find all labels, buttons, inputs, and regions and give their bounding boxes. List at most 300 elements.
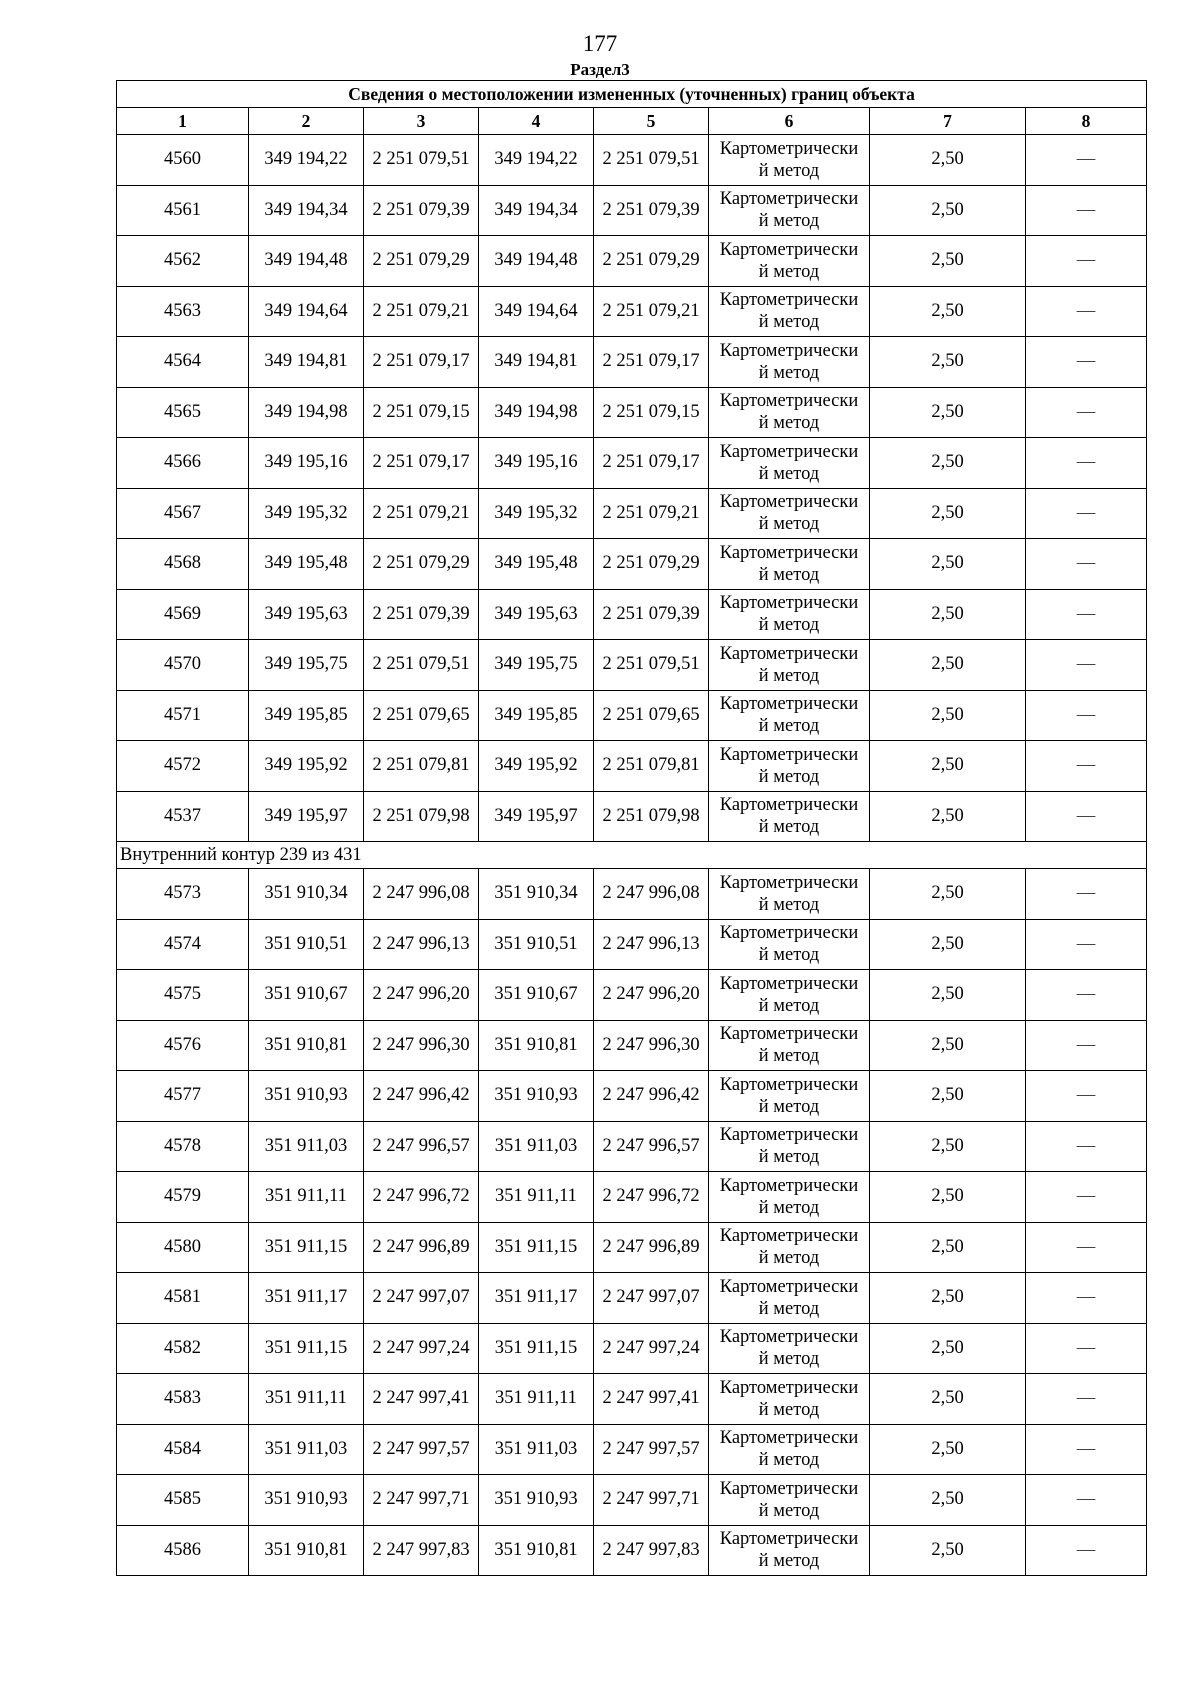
method-cell [709, 488, 870, 539]
y-old-cell: 2 247 996,30 [364, 1020, 479, 1071]
method-text-line1: Картометрически [719, 1529, 859, 1550]
table-row [117, 1374, 1147, 1425]
x-new-cell: 349 194,64 [479, 286, 594, 337]
method-text-line2: й метод [758, 1399, 820, 1420]
description-cell: — [1026, 135, 1147, 186]
method-text-line2: й метод [758, 945, 820, 966]
method-text-line2: й метод [758, 211, 820, 232]
y-old-cell: 2 251 079,29 [364, 236, 479, 287]
method-cell [709, 387, 870, 438]
description-cell: — [1026, 690, 1147, 741]
x-old-cell: 351 910,93 [249, 1071, 364, 1122]
point-number-cell: 4575 [117, 970, 249, 1021]
description-cell: — [1026, 1121, 1147, 1172]
x-old-cell: 351 910,81 [249, 1525, 364, 1576]
method-text-line2: й метод [758, 312, 820, 333]
y-old-cell: 2 251 079,17 [364, 438, 479, 489]
method-text-line1: Картометрически [719, 1276, 859, 1297]
boundary-coordinates-table [116, 80, 1147, 1576]
method-text-line2: й метод [758, 1500, 820, 1521]
description-cell: — [1026, 539, 1147, 590]
y-old-cell: 2 251 079,21 [364, 286, 479, 337]
method-text-line1: Картометрически [719, 643, 859, 664]
point-number-cell: 4572 [117, 741, 249, 792]
point-number-cell: 4586 [117, 1525, 249, 1576]
x-old-cell: 349 195,48 [249, 539, 364, 590]
x-old-cell: 349 194,64 [249, 286, 364, 337]
table-row [117, 539, 1147, 590]
method-cell [709, 286, 870, 337]
x-new-cell: 351 910,67 [479, 970, 594, 1021]
method-text-line2: й метод [758, 1096, 820, 1117]
x-old-cell: 349 195,32 [249, 488, 364, 539]
method-cell [709, 185, 870, 236]
method-text-line2: й метод [758, 564, 820, 585]
point-number-cell: 4564 [117, 337, 249, 388]
method-text-line1: Картометрически [719, 694, 859, 715]
method-text-line2: й метод [758, 716, 820, 737]
y-new-cell: 2 251 079,39 [594, 185, 709, 236]
description-cell: — [1026, 488, 1147, 539]
method-cell [709, 640, 870, 691]
x-old-cell: 351 911,03 [249, 1121, 364, 1172]
y-old-cell: 2 251 079,39 [364, 589, 479, 640]
y-new-cell: 2 247 996,42 [594, 1071, 709, 1122]
point-number-cell: 4566 [117, 438, 249, 489]
x-old-cell: 351 911,03 [249, 1424, 364, 1475]
x-new-cell: 351 910,51 [479, 919, 594, 970]
description-cell: — [1026, 589, 1147, 640]
method-text-line1: Картометрически [719, 340, 859, 361]
precision-cell: 2,50 [870, 1071, 1026, 1122]
precision-cell: 2,50 [870, 640, 1026, 691]
x-old-cell: 351 910,51 [249, 919, 364, 970]
column-header: 2 [249, 108, 364, 135]
method-cell [709, 1020, 870, 1071]
x-new-cell: 351 910,81 [479, 1020, 594, 1071]
point-number-cell: 4570 [117, 640, 249, 691]
point-number-cell: 4565 [117, 387, 249, 438]
table-body-block-1 [117, 135, 1147, 842]
point-number-cell: 4571 [117, 690, 249, 741]
method-text-line1: Картометрически [719, 1327, 859, 1348]
precision-cell: 2,50 [870, 1424, 1026, 1475]
method-cell [709, 919, 870, 970]
y-old-cell: 2 251 079,51 [364, 640, 479, 691]
x-new-cell: 351 910,81 [479, 1525, 594, 1576]
contour-label: Внутренний контур 239 из 431 [117, 842, 1147, 869]
method-text-line2: й метод [758, 514, 820, 535]
y-new-cell: 2 251 079,29 [594, 236, 709, 287]
table-row [117, 438, 1147, 489]
x-new-cell: 351 910,93 [479, 1475, 594, 1526]
table-row [117, 640, 1147, 691]
y-old-cell: 2 247 997,83 [364, 1525, 479, 1576]
point-number-cell: 4583 [117, 1374, 249, 1425]
y-new-cell: 2 251 079,51 [594, 135, 709, 186]
precision-cell: 2,50 [870, 970, 1026, 1021]
x-old-cell: 351 911,15 [249, 1222, 364, 1273]
precision-cell: 2,50 [870, 337, 1026, 388]
description-cell: — [1026, 185, 1147, 236]
x-new-cell: 349 194,98 [479, 387, 594, 438]
x-old-cell: 351 910,67 [249, 970, 364, 1021]
table-row [117, 488, 1147, 539]
method-text-line2: й метод [758, 1298, 820, 1319]
point-number-cell: 4568 [117, 539, 249, 590]
method-text-line1: Картометрически [719, 744, 859, 765]
y-new-cell: 2 247 997,41 [594, 1374, 709, 1425]
y-old-cell: 2 247 996,13 [364, 919, 479, 970]
method-text-line1: Картометрически [719, 1175, 859, 1196]
method-cell [709, 791, 870, 842]
description-cell: — [1026, 337, 1147, 388]
x-old-cell: 349 195,75 [249, 640, 364, 691]
precision-cell: 2,50 [870, 589, 1026, 640]
x-new-cell: 351 911,03 [479, 1121, 594, 1172]
y-new-cell: 2 247 997,83 [594, 1525, 709, 1576]
precision-cell: 2,50 [870, 1273, 1026, 1324]
table-row [117, 236, 1147, 287]
point-number-cell: 4563 [117, 286, 249, 337]
method-text-line2: й метод [758, 463, 820, 484]
x-old-cell: 351 910,34 [249, 869, 364, 920]
point-number-cell: 4537 [117, 791, 249, 842]
column-header: 1 [117, 108, 249, 135]
table-row [117, 1222, 1147, 1273]
point-number-cell: 4579 [117, 1172, 249, 1223]
point-number-cell: 4577 [117, 1071, 249, 1122]
method-cell [709, 1172, 870, 1223]
y-old-cell: 2 247 996,08 [364, 869, 479, 920]
x-new-cell: 349 194,48 [479, 236, 594, 287]
description-cell: — [1026, 1273, 1147, 1324]
x-old-cell: 349 195,63 [249, 589, 364, 640]
method-cell [709, 1475, 870, 1526]
method-cell [709, 539, 870, 590]
y-old-cell: 2 251 079,17 [364, 337, 479, 388]
description-cell: — [1026, 919, 1147, 970]
y-old-cell: 2 251 079,29 [364, 539, 479, 590]
y-old-cell: 2 247 997,41 [364, 1374, 479, 1425]
method-cell [709, 869, 870, 920]
x-new-cell: 351 911,15 [479, 1222, 594, 1273]
method-cell [709, 135, 870, 186]
method-cell [709, 741, 870, 792]
x-old-cell: 351 911,17 [249, 1273, 364, 1324]
y-new-cell: 2 247 997,07 [594, 1273, 709, 1324]
x-new-cell: 349 195,85 [479, 690, 594, 741]
x-old-cell: 351 911,11 [249, 1172, 364, 1223]
method-text-line1: Картометрически [719, 593, 859, 614]
x-old-cell: 351 911,15 [249, 1323, 364, 1374]
description-cell: — [1026, 970, 1147, 1021]
description-cell: — [1026, 1374, 1147, 1425]
method-text-line2: й метод [758, 362, 820, 383]
y-new-cell: 2 251 079,17 [594, 337, 709, 388]
description-cell: — [1026, 1525, 1147, 1576]
method-text-line1: Картометрически [719, 1478, 859, 1499]
x-old-cell: 349 194,98 [249, 387, 364, 438]
section-title: Раздел3 [570, 60, 630, 79]
table-row [117, 286, 1147, 337]
y-old-cell: 2 251 079,15 [364, 387, 479, 438]
y-new-cell: 2 247 997,57 [594, 1424, 709, 1475]
y-new-cell: 2 247 996,57 [594, 1121, 709, 1172]
y-old-cell: 2 247 996,72 [364, 1172, 479, 1223]
precision-cell: 2,50 [870, 1475, 1026, 1526]
table-row [117, 1323, 1147, 1374]
method-text-line2: й метод [758, 261, 820, 282]
precision-cell: 2,50 [870, 185, 1026, 236]
description-cell: — [1026, 1071, 1147, 1122]
point-number-cell: 4585 [117, 1475, 249, 1526]
precision-cell: 2,50 [870, 1323, 1026, 1374]
table-caption: Сведения о местоположении измененных (уточненных) границ объекта [117, 81, 1147, 108]
y-old-cell: 2 247 997,71 [364, 1475, 479, 1526]
x-new-cell: 349 195,63 [479, 589, 594, 640]
table-body-contour [117, 842, 1147, 869]
point-number-cell: 4573 [117, 869, 249, 920]
y-old-cell: 2 251 079,81 [364, 741, 479, 792]
contour-row [117, 842, 1147, 869]
y-new-cell: 2 251 079,98 [594, 791, 709, 842]
x-new-cell: 351 910,34 [479, 869, 594, 920]
y-new-cell: 2 247 996,20 [594, 970, 709, 1021]
table-row [117, 1121, 1147, 1172]
point-number-cell: 4584 [117, 1424, 249, 1475]
table-row [117, 869, 1147, 920]
point-number-cell: 4562 [117, 236, 249, 287]
y-old-cell: 2 251 079,39 [364, 185, 479, 236]
point-number-cell: 4576 [117, 1020, 249, 1071]
table-row [117, 690, 1147, 741]
description-cell: — [1026, 286, 1147, 337]
precision-cell: 2,50 [870, 1525, 1026, 1576]
x-old-cell: 351 910,81 [249, 1020, 364, 1071]
method-text-line1: Картометрически [719, 1428, 859, 1449]
method-text-line2: й метод [758, 1551, 820, 1572]
precision-cell: 2,50 [870, 1374, 1026, 1425]
description-cell: — [1026, 1020, 1147, 1071]
y-new-cell: 2 251 079,81 [594, 741, 709, 792]
method-text-line1: Картометрически [719, 441, 859, 462]
description-cell: — [1026, 1172, 1147, 1223]
table-row [117, 387, 1147, 438]
table-body-block-2 [117, 869, 1147, 1576]
y-new-cell: 2 247 997,71 [594, 1475, 709, 1526]
method-cell [709, 1071, 870, 1122]
precision-cell: 2,50 [870, 539, 1026, 590]
description-cell: — [1026, 791, 1147, 842]
column-header: 6 [709, 108, 870, 135]
method-cell [709, 1424, 870, 1475]
y-old-cell: 2 251 079,21 [364, 488, 479, 539]
x-new-cell: 349 195,16 [479, 438, 594, 489]
method-text-line1: Картометрически [719, 973, 859, 994]
precision-cell: 2,50 [870, 919, 1026, 970]
x-old-cell: 349 194,81 [249, 337, 364, 388]
description-cell: — [1026, 387, 1147, 438]
method-text-line1: Картометрически [719, 1074, 859, 1095]
precision-cell: 2,50 [870, 1222, 1026, 1273]
point-number-cell: 4561 [117, 185, 249, 236]
table-row [117, 135, 1147, 186]
x-new-cell: 351 911,15 [479, 1323, 594, 1374]
method-text-line1: Картометрически [719, 542, 859, 563]
method-cell [709, 1121, 870, 1172]
point-number-cell: 4578 [117, 1121, 249, 1172]
x-new-cell: 351 911,11 [479, 1172, 594, 1223]
method-cell [709, 589, 870, 640]
y-old-cell: 2 251 079,65 [364, 690, 479, 741]
column-header: 4 [479, 108, 594, 135]
y-old-cell: 2 247 996,89 [364, 1222, 479, 1273]
method-text-line1: Картометрически [719, 492, 859, 513]
method-text-line1: Картометрически [719, 923, 859, 944]
precision-cell: 2,50 [870, 387, 1026, 438]
table-row [117, 791, 1147, 842]
point-number-cell: 4580 [117, 1222, 249, 1273]
precision-cell: 2,50 [870, 286, 1026, 337]
method-cell [709, 1323, 870, 1374]
method-text-line1: Картометрически [719, 239, 859, 260]
x-new-cell: 349 195,75 [479, 640, 594, 691]
y-old-cell: 2 247 997,24 [364, 1323, 479, 1374]
method-cell [709, 1222, 870, 1273]
method-text-line1: Картометрически [719, 1226, 859, 1247]
y-new-cell: 2 251 079,21 [594, 286, 709, 337]
method-text-line2: й метод [758, 1349, 820, 1370]
precision-cell: 2,50 [870, 741, 1026, 792]
x-new-cell: 351 911,03 [479, 1424, 594, 1475]
y-new-cell: 2 251 079,29 [594, 539, 709, 590]
x-new-cell: 349 195,48 [479, 539, 594, 590]
point-number-cell: 4567 [117, 488, 249, 539]
table-row [117, 1071, 1147, 1122]
precision-cell: 2,50 [870, 791, 1026, 842]
table-row [117, 919, 1147, 970]
y-new-cell: 2 247 996,08 [594, 869, 709, 920]
y-old-cell: 2 247 996,42 [364, 1071, 479, 1122]
x-new-cell: 349 195,92 [479, 741, 594, 792]
y-new-cell: 2 247 996,13 [594, 919, 709, 970]
y-old-cell: 2 251 079,98 [364, 791, 479, 842]
method-text-line2: й метод [758, 160, 820, 181]
description-cell: — [1026, 741, 1147, 792]
x-old-cell: 349 194,48 [249, 236, 364, 287]
point-number-cell: 4574 [117, 919, 249, 970]
x-old-cell: 349 195,92 [249, 741, 364, 792]
table-row [117, 337, 1147, 388]
method-text-line1: Картометрически [719, 1024, 859, 1045]
y-new-cell: 2 251 079,39 [594, 589, 709, 640]
x-new-cell: 351 911,17 [479, 1273, 594, 1324]
table-row [117, 185, 1147, 236]
method-text-line1: Картометрически [719, 189, 859, 210]
column-header-row [117, 108, 1147, 135]
description-cell: — [1026, 869, 1147, 920]
y-old-cell: 2 247 997,57 [364, 1424, 479, 1475]
column-header: 5 [594, 108, 709, 135]
method-text-line2: й метод [758, 817, 820, 838]
y-new-cell: 2 251 079,51 [594, 640, 709, 691]
method-text-line2: й метод [758, 1248, 820, 1269]
method-text-line2: й метод [758, 665, 820, 686]
table-row [117, 1172, 1147, 1223]
x-old-cell: 349 195,97 [249, 791, 364, 842]
precision-cell: 2,50 [870, 1121, 1026, 1172]
description-cell: — [1026, 438, 1147, 489]
method-cell [709, 970, 870, 1021]
method-text-line1: Картометрически [719, 795, 859, 816]
precision-cell: 2,50 [870, 869, 1026, 920]
y-old-cell: 2 247 997,07 [364, 1273, 479, 1324]
table-row [117, 1525, 1147, 1576]
y-new-cell: 2 247 996,72 [594, 1172, 709, 1223]
y-new-cell: 2 251 079,21 [594, 488, 709, 539]
x-old-cell: 349 194,22 [249, 135, 364, 186]
method-text-line2: й метод [758, 766, 820, 787]
method-text-line2: й метод [758, 1450, 820, 1471]
table-row [117, 1475, 1147, 1526]
point-number-cell: 4581 [117, 1273, 249, 1324]
y-new-cell: 2 251 079,15 [594, 387, 709, 438]
method-cell [709, 1525, 870, 1576]
x-new-cell: 349 195,32 [479, 488, 594, 539]
precision-cell: 2,50 [870, 1172, 1026, 1223]
y-old-cell: 2 247 996,57 [364, 1121, 479, 1172]
precision-cell: 2,50 [870, 488, 1026, 539]
x-old-cell: 349 195,16 [249, 438, 364, 489]
x-old-cell: 351 910,93 [249, 1475, 364, 1526]
method-text-line1: Картометрически [719, 290, 859, 311]
y-old-cell: 2 251 079,51 [364, 135, 479, 186]
method-cell [709, 236, 870, 287]
y-new-cell: 2 247 996,89 [594, 1222, 709, 1273]
point-number-cell: 4582 [117, 1323, 249, 1374]
method-text-line2: й метод [758, 995, 820, 1016]
description-cell: — [1026, 1323, 1147, 1374]
y-old-cell: 2 247 996,20 [364, 970, 479, 1021]
table-row [117, 1273, 1147, 1324]
y-new-cell: 2 247 997,24 [594, 1323, 709, 1374]
description-cell: — [1026, 1222, 1147, 1273]
method-text-line1: Картометрически [719, 1377, 859, 1398]
method-text-line2: й метод [758, 1046, 820, 1067]
x-new-cell: 349 195,97 [479, 791, 594, 842]
description-cell: — [1026, 1475, 1147, 1526]
x-old-cell: 351 911,11 [249, 1374, 364, 1425]
method-cell [709, 1374, 870, 1425]
column-header: 3 [364, 108, 479, 135]
method-text-line2: й метод [758, 413, 820, 434]
x-new-cell: 349 194,22 [479, 135, 594, 186]
x-new-cell: 351 910,93 [479, 1071, 594, 1122]
description-cell: — [1026, 236, 1147, 287]
table-row [117, 741, 1147, 792]
method-text-line2: й метод [758, 615, 820, 636]
x-new-cell: 349 194,81 [479, 337, 594, 388]
page-number: 177 [582, 31, 618, 56]
table-row [117, 970, 1147, 1021]
x-new-cell: 351 911,11 [479, 1374, 594, 1425]
x-old-cell: 349 195,85 [249, 690, 364, 741]
method-cell [709, 1273, 870, 1324]
precision-cell: 2,50 [870, 690, 1026, 741]
point-number-cell: 4560 [117, 135, 249, 186]
method-text-line1: Картометрически [719, 872, 859, 893]
